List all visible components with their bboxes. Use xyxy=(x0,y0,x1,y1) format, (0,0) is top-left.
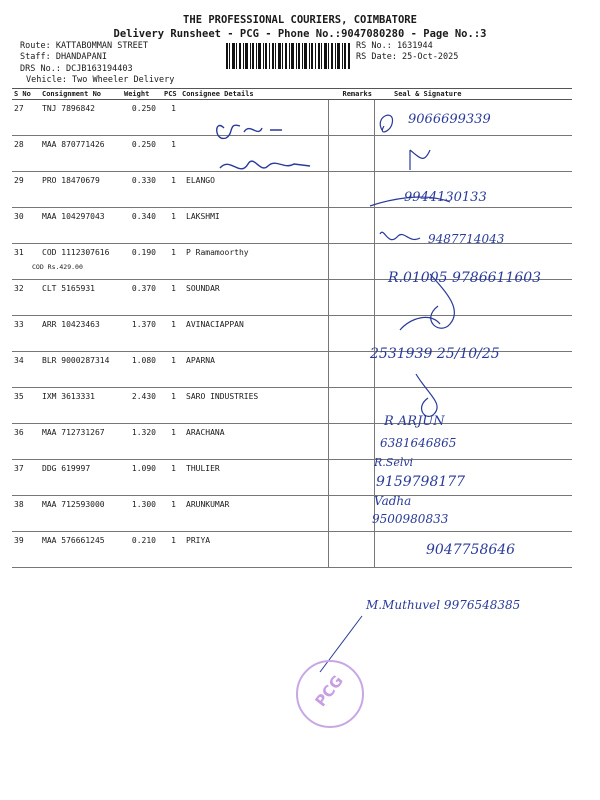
row-pcs-text: 1 xyxy=(171,500,176,509)
row-weight-text: 0.210 xyxy=(131,536,156,545)
row-consignee-text: APARNA xyxy=(186,356,215,365)
vehicle-label: Vehicle: Two Wheeler Delivery xyxy=(26,75,175,85)
row-weight xyxy=(122,532,162,568)
col-header-signature: Seal & Signature xyxy=(374,89,572,100)
row-consignee-text: THULIER xyxy=(186,464,220,473)
row-consignment-no xyxy=(40,172,122,208)
row-consignment-no xyxy=(40,100,122,136)
handwritten-phone-37: 9500980833 xyxy=(372,512,449,526)
col-header-remarks: Remarks xyxy=(328,89,374,100)
row-sno xyxy=(12,424,40,460)
row-sno-text: 32 xyxy=(14,284,24,293)
row-remarks xyxy=(328,316,374,352)
row-weight-text: 0.340 xyxy=(131,212,156,221)
row-consignment-no xyxy=(40,496,122,532)
row-weight xyxy=(122,424,162,460)
row-sno xyxy=(12,352,40,388)
col-header-weight: Weight xyxy=(122,89,162,100)
row-weight-text: 0.330 xyxy=(131,176,156,185)
handwritten-note-31: R.01005 9786611603 xyxy=(388,270,542,286)
handwritten-note-33: 2531939 25/10/25 xyxy=(370,346,500,362)
row-consignee xyxy=(180,208,328,244)
row-consignee-text: SARO INDUSTRIES xyxy=(186,392,259,401)
row-weight xyxy=(122,460,162,496)
row-sno xyxy=(12,208,40,244)
row-weight-text: 0.190 xyxy=(131,248,156,257)
row-consignment-no-text: PRO 18470679 xyxy=(42,176,100,185)
row-sno-text: 29 xyxy=(14,176,24,185)
row-weight xyxy=(122,316,162,352)
row-weight-text: 1.300 xyxy=(131,500,156,509)
row-consignee xyxy=(180,460,328,496)
row-consignment-no-text: BLR 9000287314 xyxy=(42,356,110,365)
row-weight xyxy=(122,280,162,316)
row-pcs xyxy=(162,532,180,568)
row-pcs-text: 1 xyxy=(171,356,176,365)
row-consignment-no xyxy=(40,352,122,388)
handwritten-name-37: Vadha xyxy=(374,494,412,508)
row-weight-text: 1.370 xyxy=(131,320,156,329)
row-consignment-no-text: MAA 712593000 xyxy=(42,500,105,509)
row-consignee xyxy=(180,280,328,316)
row-consignee-text: P Ramamoorthy xyxy=(186,248,249,257)
row-pcs-text: 1 xyxy=(171,284,176,293)
row-consignment-no xyxy=(40,388,122,424)
row-consignment-no xyxy=(32,244,122,280)
row-pcs xyxy=(162,172,180,208)
row-weight-text: 0.250 xyxy=(131,140,156,149)
col-header-consignment: Consignment No xyxy=(40,89,122,100)
row-sno-text: 33 xyxy=(14,320,24,329)
row-weight-text: 1.320 xyxy=(131,428,156,437)
row-weight xyxy=(122,496,162,532)
row-consignee-text: PRIYA xyxy=(186,536,211,545)
row-pcs xyxy=(162,100,180,136)
row-consignee xyxy=(180,388,328,424)
row-remarks xyxy=(328,208,374,244)
row-pcs-text: 1 xyxy=(171,464,176,473)
row-consignment-no xyxy=(40,280,122,316)
row-remarks xyxy=(328,136,374,172)
row-consignment-no-text: MAA 576661245 xyxy=(42,536,105,545)
row-pcs xyxy=(162,280,180,316)
row-sno-text: 30 xyxy=(14,212,24,221)
row-remarks xyxy=(328,460,374,496)
drs-label: DRS No.: DCJB163194403 xyxy=(20,64,133,74)
row-consignment-no xyxy=(40,316,122,352)
row-sno xyxy=(12,244,40,280)
runsheet-title: Delivery Runsheet - PCG - Phone No.:9047080280 - Page No.:3 xyxy=(113,28,487,40)
row-consignee-text: ELANGO xyxy=(186,176,215,185)
row-consignment-no-text: TNJ 7896842 xyxy=(42,104,95,113)
row-consignment-no-text: MAA 870771426 xyxy=(42,140,105,149)
row-pcs xyxy=(162,316,180,352)
row-sno xyxy=(12,460,40,496)
handwritten-phone-36: 9159798177 xyxy=(376,474,466,490)
row-pcs xyxy=(162,424,180,460)
row-consignee xyxy=(180,352,328,388)
row-remarks xyxy=(328,100,374,136)
row-consignee xyxy=(180,424,328,460)
row-consignment-no xyxy=(40,460,122,496)
row-remarks xyxy=(328,496,374,532)
row-weight xyxy=(122,172,162,208)
handwritten-name-35: R ARJUN xyxy=(384,414,445,429)
row-pcs xyxy=(162,136,180,172)
row-consignment-no-text: MAA 104297043 xyxy=(42,212,105,221)
row-consignee xyxy=(180,244,328,280)
handwritten-note-39: M.Muthuvel 9976548385 xyxy=(366,598,521,612)
row-sno-text: 39 xyxy=(14,536,24,545)
row-weight-text: 0.250 xyxy=(131,104,156,113)
row-sno xyxy=(12,532,40,568)
row-sno xyxy=(12,388,40,424)
route-label: Route: KATTABOMMAN STREET xyxy=(20,41,148,51)
row-consignee-text: ARUNKUMAR xyxy=(186,500,230,509)
row-consignee xyxy=(180,496,328,532)
row-consignment-no-text: MAA 712731267 xyxy=(42,428,105,437)
row-remarks xyxy=(328,388,374,424)
row-pcs-text: 1 xyxy=(171,140,176,149)
handwritten-phone-29: 9944130133 xyxy=(404,190,487,205)
row-pcs-text: 1 xyxy=(171,248,176,257)
row-remarks xyxy=(328,352,374,388)
row-consignment-no xyxy=(40,208,122,244)
row-sno-text: 35 xyxy=(14,392,24,401)
row-sno-text: 34 xyxy=(14,356,24,365)
row-sno-text: 31 xyxy=(14,248,24,257)
pcg-stamp xyxy=(296,660,364,728)
row-consignment-no-text: DDG 619997 xyxy=(42,464,91,473)
rs-no-label: RS No.: 1631944 xyxy=(356,41,433,51)
row-weight-text: 1.080 xyxy=(131,356,156,365)
row-pcs-text: 1 xyxy=(171,428,176,437)
row-consignee xyxy=(180,532,328,568)
row-weight xyxy=(122,244,162,280)
row-weight xyxy=(122,208,162,244)
col-header-pcs: PCS xyxy=(162,89,180,100)
handwritten-phone-35: 6381646865 xyxy=(380,436,457,450)
row-sno-text: 36 xyxy=(14,428,24,437)
row-pcs xyxy=(162,496,180,532)
handwritten-name-36: R.Selvi xyxy=(374,456,414,469)
row-pcs xyxy=(162,460,180,496)
row-remarks xyxy=(328,172,374,208)
row-weight xyxy=(122,136,162,172)
row-remarks xyxy=(328,424,374,460)
row-sno-text: 28 xyxy=(14,140,24,149)
row-sno xyxy=(12,280,40,316)
handwritten-phone-30: 9487714043 xyxy=(428,232,505,246)
row-pcs-text: 1 xyxy=(171,392,176,401)
row-consignee-text: ARACHANA xyxy=(186,428,225,437)
row-pcs-text: 1 xyxy=(171,320,176,329)
row-weight-text: 2.430 xyxy=(131,392,156,401)
row-pcs-text: 1 xyxy=(171,104,176,113)
barcode-icon xyxy=(226,43,350,69)
row-weight xyxy=(122,100,162,136)
row-pcs-text: 1 xyxy=(171,176,176,185)
row-sno xyxy=(12,100,40,136)
row-consignee xyxy=(180,316,328,352)
staff-label: Staff: DHANDAPANI xyxy=(20,52,107,62)
row-weight-text: 1.090 xyxy=(131,464,156,473)
row-consignment-no-text: ARR 10423463 xyxy=(42,320,100,329)
row-consignment-no-text: CLT 5165931 xyxy=(42,284,95,293)
row-pcs-text: 1 xyxy=(171,212,176,221)
row-pcs-text: 1 xyxy=(171,536,176,545)
row-consignment-no xyxy=(40,424,122,460)
row-consignment-no-text: COD 1112307616 xyxy=(42,248,110,257)
row-sno-text: 37 xyxy=(14,464,24,473)
row-weight xyxy=(122,388,162,424)
row-consignment-no xyxy=(40,136,122,172)
row-sno xyxy=(12,172,40,208)
rs-date-label: RS Date: 25-Oct-2025 xyxy=(356,52,459,62)
row-pcs xyxy=(162,352,180,388)
row-sno-text: 38 xyxy=(14,500,24,509)
col-header-consignee: Consignee Details xyxy=(180,89,328,100)
row-sno xyxy=(12,136,40,172)
row-consignment-no-text: IXM 3613331 xyxy=(42,392,95,401)
row-remarks xyxy=(328,244,374,280)
company-title: THE PROFESSIONAL COURIERS, COIMBATORE xyxy=(183,14,417,26)
row-pcs xyxy=(162,244,180,280)
stamp-text: PCG xyxy=(311,671,347,711)
row-remarks xyxy=(328,532,374,568)
handwritten-phone-38: 9047758646 xyxy=(426,542,516,558)
row-consignee-text: LAKSHMI xyxy=(186,212,220,221)
row-pcs xyxy=(162,388,180,424)
row-sno xyxy=(12,316,40,352)
row-sno xyxy=(12,496,40,532)
row-consignee-text: SOUNDAR xyxy=(186,284,220,293)
col-header-sno: S No xyxy=(12,89,40,100)
row-weight-text: 0.370 xyxy=(131,284,156,293)
row-consignment-no xyxy=(40,532,122,568)
row-consignee-text: AVINACIAPPAN xyxy=(186,320,244,329)
row-remarks xyxy=(328,280,374,316)
handwritten-phone-27: 9066699339 xyxy=(408,112,491,127)
handwritten-scribble-icon xyxy=(210,108,330,188)
row-sno-text: 27 xyxy=(14,104,24,113)
row-cod-amount: COD Rs.429.00 xyxy=(32,263,83,271)
row-weight xyxy=(122,352,162,388)
row-pcs xyxy=(162,208,180,244)
